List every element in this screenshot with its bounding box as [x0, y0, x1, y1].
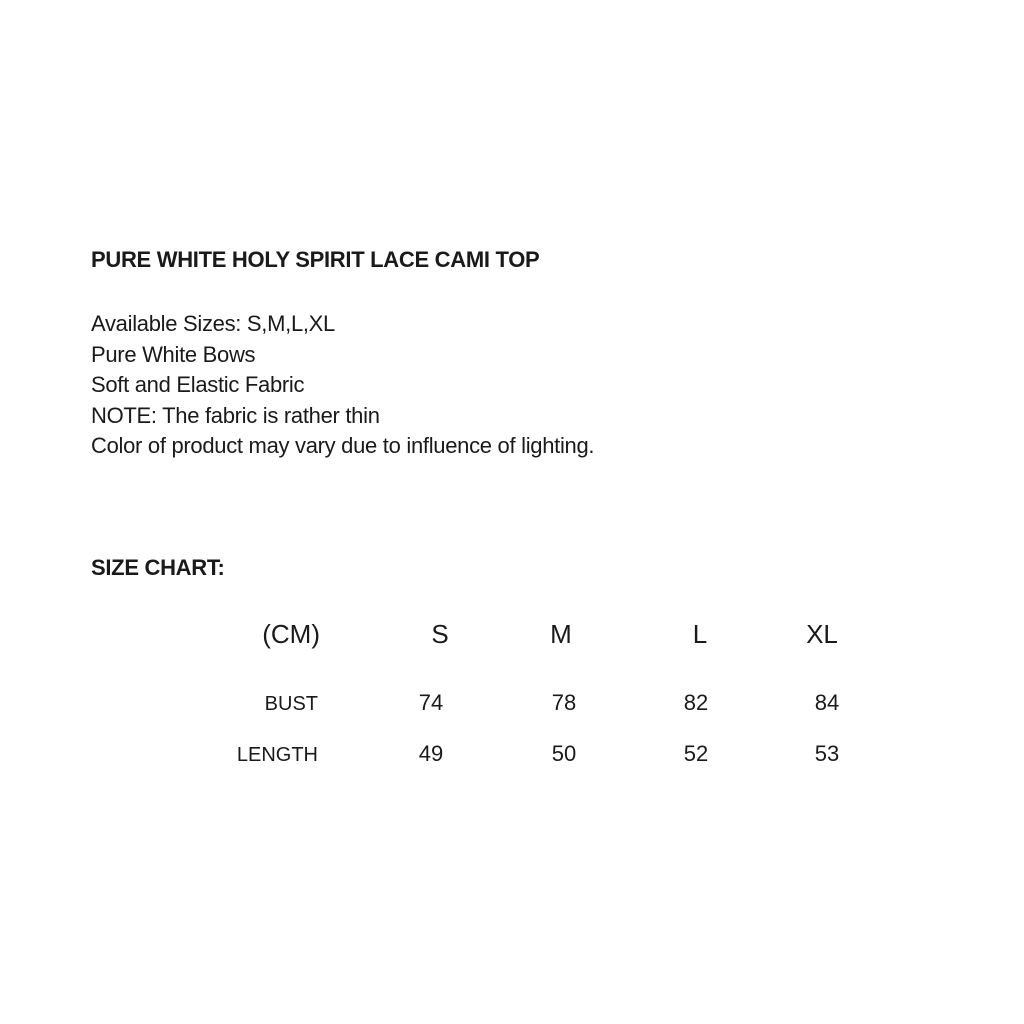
- detail-note: NOTE: The fabric is rather thin: [91, 402, 380, 428]
- table-cell: 53: [814, 741, 840, 766]
- size-chart-heading: SIZE CHART:: [91, 555, 225, 580]
- product-details-list: [91, 309, 594, 462]
- detail-bows: Pure White Bows: [91, 341, 256, 367]
- detail-fabric: Soft and Elastic Fabric: [91, 372, 305, 397]
- row-label-length: LENGTH: [236, 744, 318, 766]
- size-header-l: L: [692, 619, 708, 649]
- table-cell: 52: [683, 741, 709, 766]
- table-cell: 74: [418, 690, 444, 715]
- table-cell: 84: [814, 690, 840, 715]
- table-cell: 50: [551, 741, 577, 766]
- size-header-s: S: [431, 619, 449, 649]
- table-cell: 49: [418, 741, 444, 766]
- row-label-bust: BUST: [264, 693, 318, 715]
- unit-label: (CM): [262, 619, 320, 649]
- detail-available-sizes: Available Sizes: S,M,L,XL: [91, 311, 335, 336]
- detail-color-disclaimer: Color of product may vary due to influence of lighting.: [91, 433, 595, 458]
- table-cell: 82: [683, 690, 709, 715]
- size-header-m: M: [550, 619, 572, 649]
- table-cell: 78: [551, 690, 577, 715]
- size-header-xl: XL: [806, 619, 838, 649]
- product-title: PURE WHITE HOLY SPIRIT LACE CAMI TOP: [91, 247, 540, 272]
